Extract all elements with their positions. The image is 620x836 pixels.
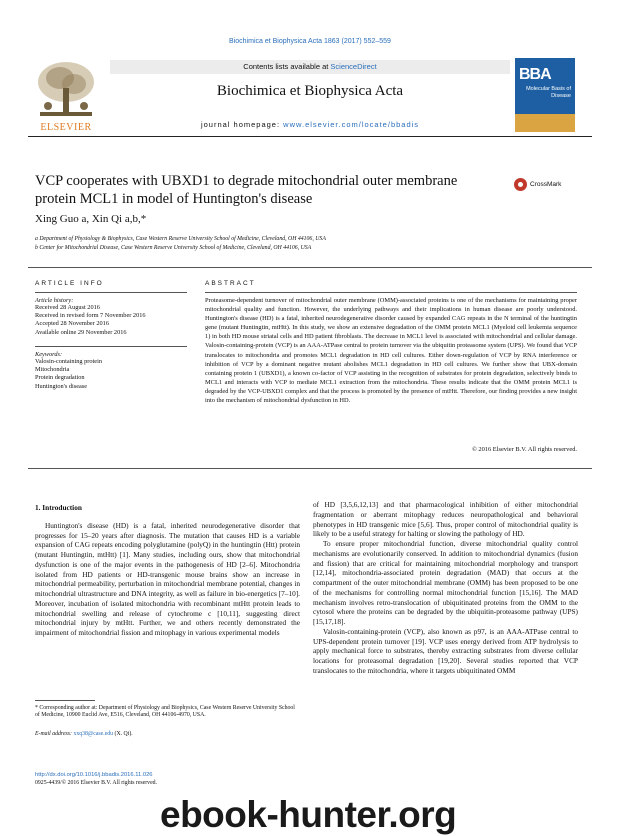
- keyword: Valosin-containing protein: [35, 358, 102, 365]
- journal-citation[interactable]: Biochimica et Biophysica Acta 1863 (2017) 552–559: [229, 38, 391, 45]
- article-title: VCP cooperates with UBXD1 to degrade mitochondrial outer membrane protein MCL1 in model of Huntington's disease: [35, 173, 458, 207]
- keyword: Protein degradation: [35, 374, 85, 382]
- paragraph: of HD [3,5,6,12,13] and that pharmacological inhibition of either mitochondrial fragmentation or aberrant mitophagy reduces neuropathological and behavioral phenotypes in HD transgenic mice [5,6]. Thus, proper control of mitochondrial quality is likely to be a useful strategy for halting or slowing the pathology of HD.: [313, 500, 578, 539]
- email-link[interactable]: xxq38@case.edu: [73, 731, 114, 737]
- email-suffix: (X. Qi).: [113, 731, 133, 737]
- crossmark-badge[interactable]: [514, 178, 584, 192]
- contents-prefix: Contents lists available at: [243, 62, 331, 71]
- abstract-copyright: © 2016 Elsevier B.V. All rights reserved.: [471, 446, 577, 453]
- sciencedirect-link[interactable]: ScienceDirect: [330, 62, 377, 71]
- journal-homepage: [110, 120, 510, 129]
- homepage-link[interactable]: www.elsevier.com/locate/bbadis: [283, 120, 420, 129]
- keywords: [35, 351, 195, 391]
- footnote-rule: [35, 700, 95, 701]
- paragraph: Huntington's disease (HD) is a fatal, inherited neurodegenerative disorder that progresses for 15–20 years after diagnosis. The mutation that causes HD is a variable expansion of CAG repeats encoding polyglutamine (polyQ) in the huntingtin (Htt) protein (mutant Huntingtin, mtHtt) [1]. Many studies, including ours, show that mitochondrial dysfunction is one of the major events in the pathogenesis of HD [2–6]. Mitochondria isolated from HD patients or HD-transgenic mouse brains show an increase in mitochondrial permeability, perturbation in mitochondrial membrane potential, changes in mitochondrial ultrastructure and DNA integrity, as well as failure in bio-energetics [7–10]. Moreover, incubation of isolated mitochondria with recombinant mtHtt protein leads to mitochondrial swelling and release of cytochrome c [10,11], suggesting direct mitochondrial injury by mtHtt. Further, we and others recently demonstrated the impairment of mitochondrial fission and mitophagy in various experimental models: [35, 520, 300, 637]
- elsevier-tree-logo: [30, 58, 102, 120]
- header-rule: [28, 136, 592, 137]
- affiliation-rule: [28, 267, 592, 268]
- journal-title: Biochimica et Biophysica Acta: [216, 83, 404, 99]
- crossmark-icon: [514, 178, 527, 191]
- section-heading: 1. Introduction: [35, 503, 82, 512]
- article-history: [35, 297, 195, 337]
- homepage-prefix: journal homepage:: [200, 120, 284, 129]
- cover-stripe: [515, 114, 575, 132]
- article-info-heading: ARTICLE INFO: [35, 280, 104, 287]
- author-list: Xing Guo a, Xin Qi a,b,*: [35, 213, 147, 225]
- affiliation-b: b Center for Mitochondrial Disease, Case Western Reserve University School of Medicine, Cleveland, OH 44106, USA: [35, 245, 312, 251]
- email-note: [35, 731, 300, 738]
- keywords-rule: [35, 346, 187, 347]
- body-left-column: [35, 503, 300, 638]
- cover-subtitle: Molecular Basis of Disease: [526, 86, 571, 99]
- cover-title: BBA: [519, 66, 551, 83]
- paragraph: Valosin-containing-protein (VCP), also known as p97, is an AAA-ATPase central to UPS-dependent protein turnover [19]. VCP uses energy derived from ATP hydrolysis to apply mechanical force to substrates, thereby extracting substrates from diverse cellular locations for proteasomal degradation [19,20]. Several studies reported that VCP translocates to the mitochondria, where it targets ubiquitinated OMM: [313, 626, 578, 675]
- watermark-text: ebook-hunter.org: [160, 794, 457, 835]
- abstract-heading: ABSTRACT: [205, 280, 256, 287]
- publisher-name: ELSEVIER: [40, 122, 92, 133]
- history-label: Article history:: [35, 297, 74, 304]
- paragraph: To ensure proper mitochondrial function, diverse mitochondrial quality control mechanisms are evolutionarily conserved. In addition to mitochondrial dynamics (fusion and fission) that are critical for maintaining mitochondrial morphology and transport [12,14], mitochondria-associated protein degradation (MAD) that occurs at the compartment of the outer mitochondrial membrane (OMM) has been proposed to be one of the mechanisms for controlling normal mitochondrial function [15,16]. The MAD mechanism involves retro-translocation of ubiquitinated proteins from the OMM to the cytosol where the proteins can be degraded by the ubiquitin-proteasome pathway (UPS) [15,17,18].: [313, 539, 578, 626]
- history-item: Received 28 August 2016: [35, 304, 100, 311]
- issn-copyright: 0925-4439/© 2016 Elsevier B.V. All rights reserved.: [35, 780, 157, 786]
- keywords-label: Keywords:: [35, 351, 63, 358]
- article-info-rule: [35, 292, 187, 293]
- corresponding-author-note: * Corresponding author at: Department of Physiology and Biophysics, Case Western Reserve University School of Medicine, 10900 Euclid Ave, E516, Cleveland, OH 44106-4970, USA.: [35, 705, 295, 719]
- keyword: Mitochondria: [35, 366, 70, 374]
- abstract-text: Proteasome-dependent turnover of mitochondrial outer membrane (OMM)-associated proteins is one of the mechanisms for maintaining proper mitochondrial quality and function. However, the underlying pathways and their implications in human disease are poorly understood. Huntington's disease (HD) is a fatal, inherited neurodegenerative disorder caused by expanded CAG repeats in the N terminal of the huntingtin gene (mutant Huntingtin, mtHtt). In this study, we show an extensive degradation of the OMM protein MCL1 (Myeloid cell leukemia sequence 1) in both HD mouse striatal cells and HD patient fibroblasts. The decrease in MCL1 level is associated with mitochondrial and cellular damage. Valosin-containing-protein (VCP) is an AAA-ATPase central to protein turnover via the ubiquitin proteasome system (UPS). We found that VCP translocates to mitochondria and promotes MCL1 degradation in HD cell cultures. Either down-regulation of VCP by RNA interference or inhibition of VCP by a dominant negative mutant abolishes MCL1 degradation in HD cell cultures. We further show that UBX-domain containing protein 1 (UBXD1), a known co-factor of VCP assisting in the recognition of substrates for protein degradation, selectively binds to MCL1 and interacts with VCP to mediate MCL1 extraction from the mitochondria. These results indicate that the OMM protein MCL1 is degraded by the VCP-UBXD1 complex and that the process is promoted by the presence of mtHtt. Therefore, our finding provides a new insight into the mechanism of mitochondrial dysfunction in HD.: [205, 297, 577, 405]
- abstract-rule: [205, 292, 577, 293]
- journal-cover-image: [515, 58, 575, 132]
- crossmark-label: CrossMark: [530, 181, 562, 188]
- affiliation-a: a Department of Physiology & Biophysics, Case Western Reserve University School of Medicine, Cleveland, OH 44106, USA: [35, 236, 326, 242]
- email-label: E-mail address:: [35, 731, 74, 737]
- history-item: Accepted 28 November 2016: [35, 320, 109, 328]
- contents-bar: [110, 60, 510, 74]
- doi-link[interactable]: http://dx.doi.org/10.1016/j.bbadis.2016.11.026: [35, 772, 153, 778]
- abstract-bottom-rule: [28, 468, 592, 469]
- body-right-column: [313, 500, 578, 676]
- history-item: Available online 29 November 2016: [35, 328, 127, 336]
- keyword: Huntington's disease: [35, 382, 88, 390]
- history-item: Received in revised form 7 November 2016: [35, 312, 146, 320]
